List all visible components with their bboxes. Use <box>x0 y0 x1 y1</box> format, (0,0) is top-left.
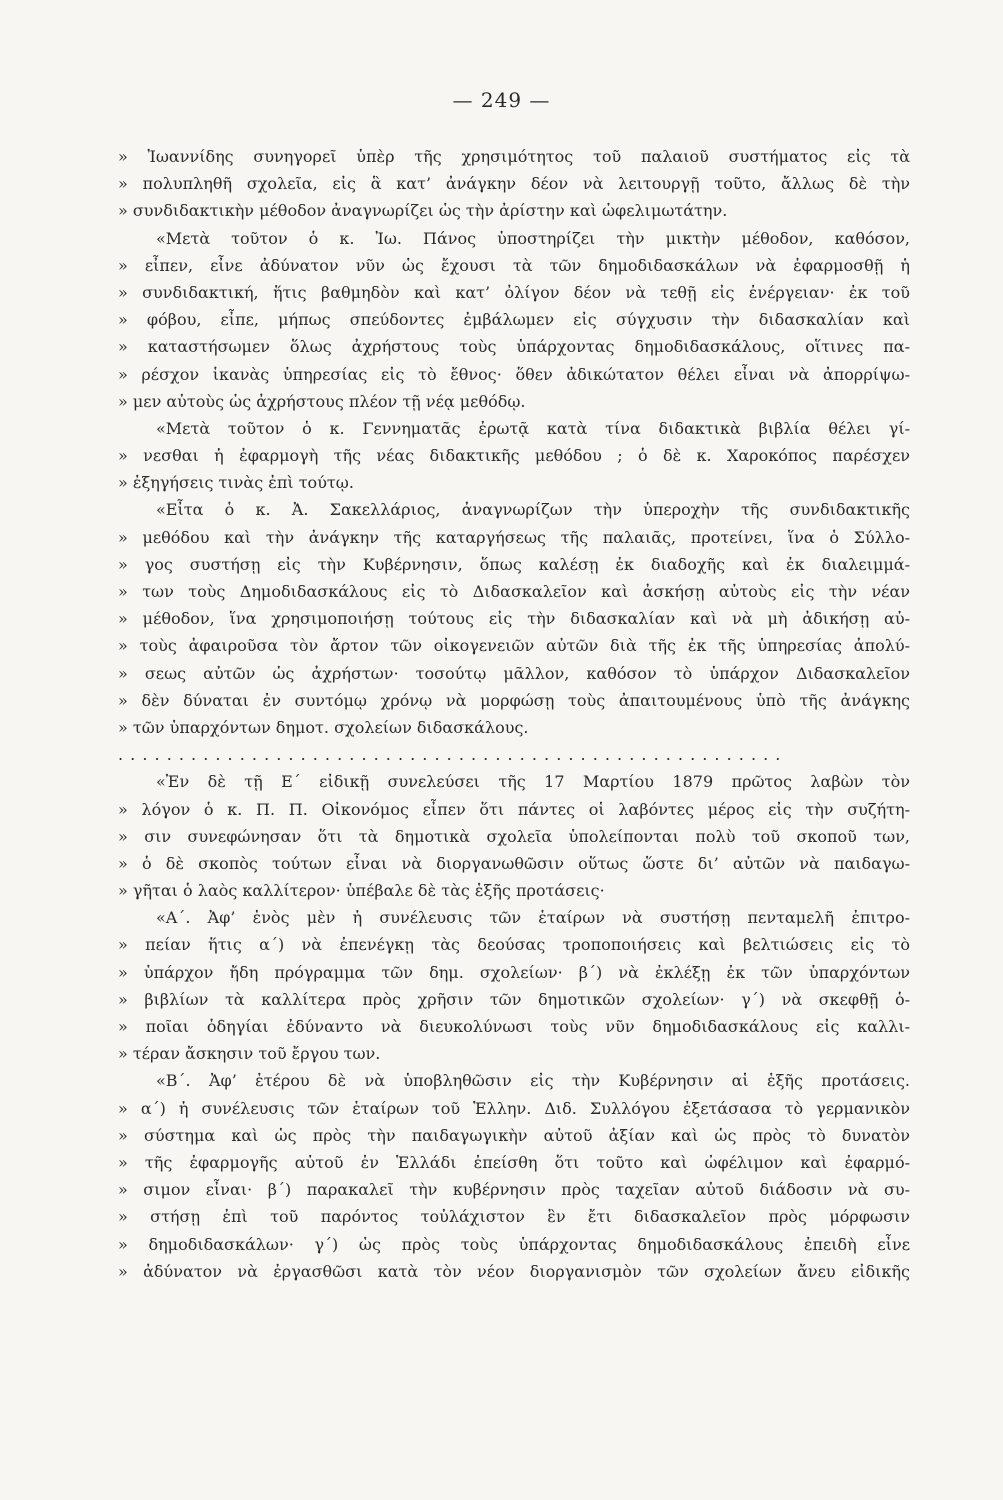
text-line: » ὑπάρχον ἤδη πρόγραμμα τῶν δημ. σχολείων· β΄) νὰ ἐκλέξῃ ἐκ τῶν ὑπαρχόντων <box>118 962 910 982</box>
text-line: » συνδιδακτικὴν μέθοδον ἀναγνωρίζει ὡς τὴν ἀρίστην καὶ ὠφελιμωτάτην. <box>118 201 728 221</box>
text-line: » ἀδύνατον νὰ ἐργασθῶσι κατὰ τὸν νέον διοργανισμὸν τῶν σχολείων ἄνευ εἰδικῆς <box>118 1261 910 1281</box>
text-line: » πολυπληθῆ σχολεῖα, εἰς ἃ κατ’ ἀνάγκην δέον νὰ λειτουργῇ τοῦτο, ἄλλως δὲ τὴν <box>118 174 910 194</box>
text-line: » μεθόδου καὶ τὴν ἀνάγκην τῆς καταργήσεως τῆς παλαιᾶς, προτείνει, ἵνα ὁ Σύλλο- <box>118 527 910 547</box>
text-line: » στήσῃ ἐπὶ τοῦ παρόντος τοὐλάχιστον ἓν ἔτι διδασκαλεῖον πρὸς μόρφωσιν <box>118 1207 910 1227</box>
text-line: » ἐξηγήσεις τινὰς ἐπὶ τούτῳ. <box>118 473 354 493</box>
paragraph-start: «Ἐν δὲ τῇ Ε΄ εἰδικῇ συνελεύσει τῆς 17 Μαρτίου 1879 πρῶτος λαβὼν τὸν <box>156 772 910 792</box>
body-text <box>118 143 910 1285</box>
text-line: » τῶν ὑπαρχόντων δημοτ. σχολείων διδασκάλους. <box>118 717 529 737</box>
text-line: » ποῖαι ὁδηγίαι ἐδύναντο νὰ διευκολύνωσι τοὺς νῦν δημοδιδασκάλους εἰς καλλι- <box>118 1017 910 1036</box>
text-line: » των τοὺς Δημοδιδασκάλους εἰς τὸ Διδασκαλεῖον καὶ ἀσκήσῃ αὐτοὺς εἰς τὴν νέαν <box>118 582 910 601</box>
text-line: » συνδιδακτική, ἥτις βαθμηδὸν καὶ κατ’ ὀλίγον δέον νὰ τεθῇ εἰς ἐνέργειαν· ἐκ τοῦ <box>118 282 910 302</box>
text-line: » μεν αὐτοὺς ὡς ἀχρήστους πλέον τῇ νέᾳ μεθόδῳ. <box>118 391 526 411</box>
text-line: » ρέσχον ἱκανὰς ὑπηρεσίας εἰς τὸ ἔθνος· ὅθεν ἀδικώτατον θέλει εἶναι νὰ ἀπορρίψω- <box>118 364 910 384</box>
ellipsis-separator: . . . . . . . . . . . . . . . . . . . . . . . . . . . . . . . . . . . . . . . . . . . . . . . . . . . . . . . <box>118 745 782 765</box>
paragraph-start: «Β΄. Ἀφ’ ἑτέρου δὲ νὰ ὑποβληθῶσιν εἰς τὴν Κυβέρνησιν αἱ ἑξῆς προτάσεις. <box>156 1071 910 1091</box>
text-line: » καταστήσωμεν ὅλως ἀχρήστους τοὺς ὑπάρχοντας δημοδιδασκάλους, οἵτινες πα- <box>118 337 910 357</box>
text-line: » γῆται ὁ λαὸς καλλίτερον· ὑπέβαλε δὲ τὰς ἑξῆς προτάσεις· <box>118 881 605 901</box>
text-line: » σεως αὐτῶν ὡς ἀχρήστων· τοσούτῳ μᾶλλον, καθόσον τὸ ὑπάρχον Διδασκαλεῖον <box>118 663 910 683</box>
text-line: » σιμον εἶναι· β΄) παρακαλεῖ τὴν κυβέρνησιν πρὸς ταχεῖαν αὐτοῦ διάδοσιν νὰ συ- <box>118 1180 910 1200</box>
text-line: » λόγον ὁ κ. Π. Π. Οἰκονόμος εἶπεν ὅτι πάντες οἱ λαβόντες μέρος εἰς τὴν συζήτη- <box>118 799 910 819</box>
text-line: » σύστημα καὶ ὡς πρὸς τὴν παιδαγωγικὴν αὐτοῦ ἀξίαν καὶ ὡς πρὸς τὸ δυνατὸν <box>118 1125 910 1145</box>
paragraph-start: «Μετὰ τοῦτον ὁ κ. Ἰω. Πάνος ὑποστηρίζει τὴν μικτὴν μέθοδον, καθόσον, <box>156 228 910 248</box>
text-line: » εἶπεν, εἶνε ἀδύνατον νῦν ὡς ἔχουσι τὰ τῶν δημοδιδασκάλων νὰ ἐφαρμοσθῇ ἡ <box>118 255 910 275</box>
text-line: » δὲν δύναται ἐν συντόμῳ χρόνῳ νὰ μορφώσῃ τοὺς ἀπαιτουμένους ὑπὸ τῆς ἀνάγκης <box>118 690 910 710</box>
paragraph-start: «Μετὰ τοῦτον ὁ κ. Γεννηματᾶς ἐρωτᾷ κατὰ τίνα διδακτικὰ βιβλία θέλει γί- <box>156 418 910 438</box>
text-line: » πείαν ἥτις α΄) νὰ ἐπενέγκῃ τὰς δεούσας τροποποιήσεις καὶ βελτιώσεις εἰς τὸ <box>118 935 910 955</box>
paragraph-start: «Α΄. Ἀφ’ ἑνὸς μὲν ἡ συνέλευσις τῶν ἑταίρων νὰ συστήσῃ πενταμελῆ ἐπιτρο- <box>156 908 910 928</box>
text-line: » ὁ δὲ σκοπὸς τούτων εἶναι νὰ διοργανωθῶσιν οὕτως ὥστε δι’ αὐτῶν νὰ παιδαγω- <box>118 853 910 873</box>
text-line: » τοὺς ἀφαιροῦσα τὸν ἄρτον τῶν οἰκογενειῶν αὐτῶν διὰ τῆς ἐκ τῆς ὑπηρεσίας ἀπολύ- <box>118 636 910 656</box>
text-line: » νεσθαι ἡ ἐφαρμογὴ τῆς νέας διδακτικῆς μεθόδου ; ὁ δὲ κ. Χαροκόπος παρέσχεν <box>118 446 910 466</box>
text-line: » βιβλίων τὰ καλλίτερα πρὸς χρῆσιν τῶν δημοτικῶν σχολείων· γ΄) νὰ σκεφθῇ ὁ- <box>118 989 910 1009</box>
text-line: » φόβου, εἶπε, μήπως σπεύδοντες ἐμβάλωμεν εἰς σύγχυσιν τὴν διδασκαλίαν καὶ <box>118 310 910 330</box>
text-line: » α΄) ἡ συνέλευσις τῶν ἑταίρων τοῦ Ἑλλην. Διδ. Συλλόγου ἐξετάσασα τὸ γερμανικὸν <box>118 1098 910 1118</box>
page-number: — 249 — <box>452 88 551 112</box>
text-line: » σιν συνεφώνησαν ὅτι τὰ δημοτικὰ σχολεῖα ὑπολείπονται πολὺ τοῦ σκοποῦ των, <box>118 826 910 846</box>
text-line: » γος συστήσῃ εἰς τὴν Κυβέρνησιν, ὅπως καλέσῃ ἐκ διαδοχῆς καὶ ἐκ διαλειμμά- <box>118 554 910 574</box>
text-line: » τέραν ἄσκησιν τοῦ ἔργου των. <box>118 1044 381 1064</box>
text-line: » δημοδιδασκάλων· γ΄) ὡς πρὸς τοὺς ὑπάρχοντας δημοδιδασκάλους ἐπειδὴ εἶνε <box>118 1234 910 1254</box>
paragraph-start: «Εἶτα ὁ κ. Ἀ. Σακελλάριος, ἀναγνωρίζων τὴν ὑπεροχὴν τῆς συνδιδακτικῆς <box>156 500 910 520</box>
text-line: » τῆς ἐφαρμογῆς αὐτοῦ ἐν Ἑλλάδι ἐπείσθη ὅτι τοῦτο καὶ ὠφέλιμον καὶ ἐφαρμό- <box>118 1152 910 1172</box>
text-line: » μέθοδον, ἵνα χρησιμοποιήσῃ τούτους εἰς τὴν διδασκαλίαν καὶ νὰ μὴ ἀδικήσῃ αὐ- <box>118 609 910 629</box>
text-line: » Ἰωαννίδης συνηγορεῖ ὑπὲρ τῆς χρησιμότητος τοῦ παλαιοῦ συστήματος εἰς τὰ <box>118 147 910 166</box>
